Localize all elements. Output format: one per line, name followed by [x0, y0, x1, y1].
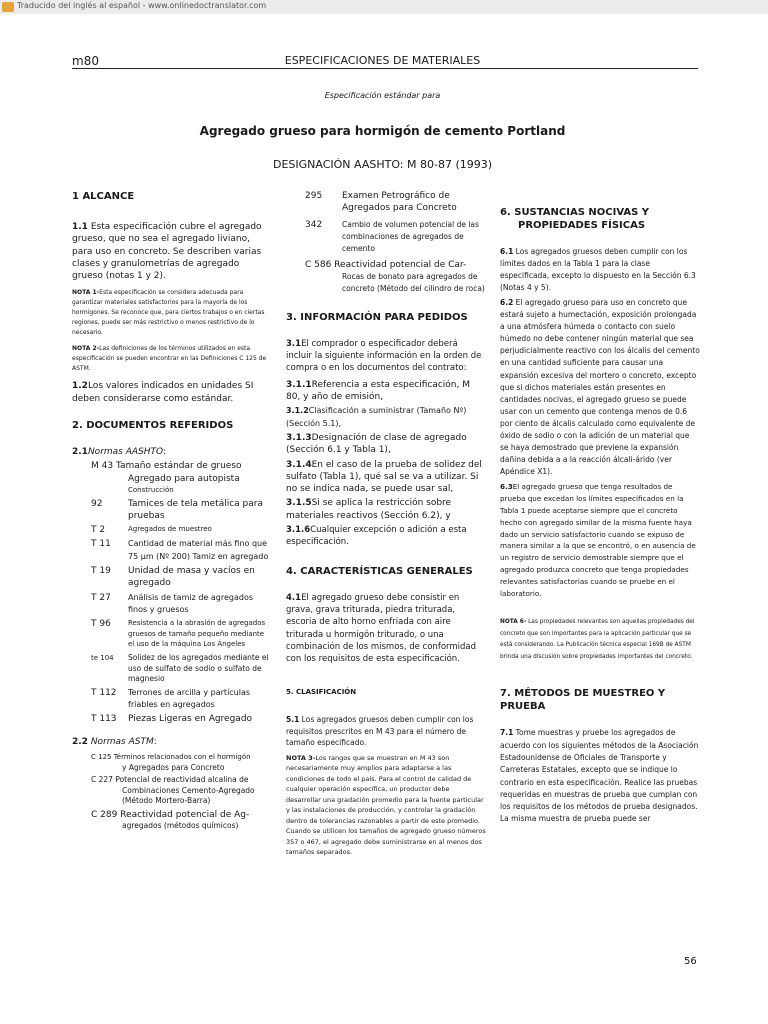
reference-title: Resistencia a la abrasión de agregados gruesos de tamaño pequeño mediante el uso de la máquina Los Ángeles — [128, 619, 266, 649]
note-3 — [286, 753, 486, 858]
paragraph-3-1-2 — [286, 405, 486, 430]
reference-title: Agregados de muestreo — [128, 525, 212, 534]
reference-c586: C 586 Reactividad potencial de Car- — [305, 259, 467, 270]
reference-item — [91, 592, 272, 617]
reference-item — [91, 713, 272, 725]
subsection-colon: : — [163, 447, 167, 458]
paragraph-6-2 — [500, 297, 700, 478]
page-number: 56 — [684, 956, 697, 967]
reference-item — [91, 565, 272, 590]
paragraph-3-1-4 — [286, 459, 486, 496]
reference-title: Examen Petrográfico de Agregados para Concreto — [342, 191, 457, 214]
paragraph-6-3 — [500, 481, 700, 599]
section-number: 1.1 — [72, 222, 88, 232]
reference-item — [91, 538, 272, 563]
reference-title: Terrones de arcilla y partículas friables en agregados — [128, 687, 251, 710]
section-3-heading: 3. INFORMACIÓN PARA PEDIDOS — [286, 311, 468, 323]
section-number: 3.1.6 — [286, 525, 311, 536]
reference-code: 92 — [91, 498, 103, 509]
note-6 — [500, 617, 700, 663]
section-6-heading — [500, 206, 700, 219]
section-number: 6.1 — [500, 247, 514, 256]
column-left — [72, 190, 272, 832]
paragraph-text: El comprador o especificador deberá incluir la siguiente información en la orden de compra o en los documentos del contrato: — [286, 338, 482, 374]
reference-title: Piezas Ligeras en Agregado — [128, 714, 253, 725]
paragraph-text: Clasificación a suministrar (Tamaño Nº) (Sección 5.1), — [286, 406, 467, 428]
section-number: 6.3 — [500, 482, 513, 492]
paragraph-6-1 — [500, 246, 700, 294]
translation-banner-text[interactable]: Traducido del inglés al español - www.onlinedoctranslator.com — [17, 1, 267, 10]
reference-m43 — [91, 460, 272, 472]
reference-c227-cont2: (Método Mortero-Barra) — [122, 796, 211, 806]
reference-title: Tamices de tela metálica para pruebas — [128, 498, 263, 521]
reference-m43-cont2: Construcción — [128, 485, 174, 494]
note-text: Las definiciones de los términos utilizados en esta especificación se pueden encontrar en las Definiciones C 125 de ASTM. — [72, 345, 267, 373]
paragraph-text: Los agregados gruesos deben cumplir con los requisitos prescritos en M 43 para el número de tamaño especificado. — [286, 715, 474, 748]
reference-c125: C 125 Términos relacionados con el hormigón — [91, 752, 251, 761]
paragraph-text: En el caso de la prueba de solidez del sulfato (Tabla 1), qué sal se va a utilizar. Si no se indica nada, se puede usar sal, — [286, 459, 482, 495]
column-right — [500, 190, 700, 826]
subsection-label: Normas ASTM — [90, 736, 154, 747]
section-2-heading: 2. DOCUMENTOS REFERIDOS — [72, 420, 234, 432]
note-text: Esta especificación se considera adecuada para garantizar materiales satisfactorios para la mayoría de los hormigones. Se reconoce que, para ciertos trabajos o en ciertas regiones, puede ser más restrictivo o menos restrictivo de lo necesario. — [72, 289, 265, 337]
subsection-2-1 — [72, 446, 272, 458]
section-number: 3.1.1 — [286, 379, 312, 390]
paragraph-7-1 — [500, 727, 700, 825]
note-1 — [72, 288, 272, 338]
reference-code: T 27 — [91, 592, 111, 603]
paragraph-text: Cualquier excepción o adición a esta especificación. — [286, 525, 467, 548]
translator-logo-icon — [2, 2, 14, 12]
header-divider — [72, 68, 698, 69]
section-7-heading-cont: PRUEBA — [500, 701, 546, 713]
section-number: 3.1.2 — [286, 406, 309, 416]
reference-code: 295 — [305, 191, 323, 201]
section-6-heading-cont: PROPIEDADES FÍSICAS — [518, 220, 646, 231]
reference-c586-cont: Rocas de bonato para agregados de concreto (Método del cilindro de roca) — [342, 271, 485, 293]
paragraph-text: Los valores indicados en unidades SI deben considerarse como estándar. — [72, 381, 254, 404]
reference-item — [305, 219, 486, 255]
subsection-colon: : — [153, 736, 157, 747]
astm-reference-list-cont — [286, 190, 486, 295]
section-number: 4.1 — [286, 592, 302, 603]
reference-title: Cambio de volumen potencial de las combinaciones de agregados de cemento — [342, 219, 479, 253]
note-text: Las propiedades relevantes son aquellas propiedades del concreto que son importantes para la aplicación particular que se está considerando. La Publicación técnica especial 169B de ASTM brinda una discusión sobre propiedades importantes del concreto. — [500, 619, 695, 660]
paragraph-text: Si se aplica la restricción sobre materiales reactivos (Sección 6.2), y — [286, 498, 452, 521]
reference-item — [91, 653, 272, 685]
astm-reference-list — [72, 752, 272, 832]
section-number: 3.1.3 — [286, 432, 312, 443]
document-designation: DESIGNACIÓN AASHTO: M 80-87 (1993) — [272, 158, 493, 171]
subsection-label: Normas AASHTO — [87, 447, 164, 458]
reference-c289-cont: agregados (métodos químicos) — [122, 821, 239, 831]
section-number: 3.1.4 — [286, 459, 312, 470]
column-middle — [286, 190, 486, 858]
paragraph-text: El agregado grueso debe consistir en grava, grava triturada, piedra triturada, escoria de alto horno enfriada con aire triturada u hormigón triturado, o una combinación de los mismos, de conformidad con los requisitos de esta especificación. — [286, 592, 477, 665]
paragraph-3-1-6 — [286, 524, 486, 549]
subsection-2-2 — [72, 736, 272, 748]
reference-code: T 96 — [91, 619, 111, 630]
paragraph-text: Tome muestras y pruebe los agregados de acuerdo con los siguientes métodos de la Asociación Estadounidense de Oficiales de Transporte y Carreteras Estatales, excepto que se indique lo contrario en esta especificación. Realice las pruebas requeridas en muestras de prueba que cumplan con los requisitos de los métodos de prueba designados. La misma muestra de prueba puede ser — [500, 728, 699, 824]
translation-banner — [0, 0, 768, 14]
section-number: 7.1 — [500, 728, 514, 738]
section-number: 2.1 — [72, 447, 88, 458]
note-label: NOTA 1- — [72, 289, 100, 297]
reference-item — [91, 498, 272, 523]
document-title: Agregado grueso para hormigón de cemento Portland — [199, 124, 566, 138]
paragraph-text: Los agregados gruesos deben cumplir con los límites dados en la Tabla 1 para la clase especificada, excepto lo dispuesto en la Sección 6.3 (Notas 4 y 5). — [500, 247, 696, 292]
reference-c227: C 227 Potencial de reactividad alcalina de — [91, 775, 249, 785]
note-2 — [72, 344, 272, 374]
paragraph-text: El agregado grueso para uso en concreto que estará sujeto a humectación, exposición prolongada a una atmósfera húmeda o contacto con suelo húmedo no debe contener ningún material que sea perjudicialmente reactivo con los álcalis del cemento en una cantidad suficiente para causar una expansión excesiva del mortero o concreto, excepto que si dichos materiales están presentes en cantidades nocivas, el agregado grueso se puede usar con un cemento que contenga menos de 0.6 por ciento de álcalis calculado como equivalente de óxido de sodio o con la adición de un material que se haya demostrado que previene la expansión dañina debida a a la reacción álcali-árido (ver Apéndice X1). — [500, 298, 700, 477]
page-header-code: m80 — [72, 54, 99, 68]
reference-c227-cont: Combinaciones Cemento-Agregado — [122, 785, 255, 795]
note-label: NOTA 6- — [500, 619, 527, 626]
reference-title: Cantidad de material más fino que 75 µm (Nº 200) Tamiz en agregado — [128, 539, 269, 561]
note-text: Los rangos que se muestran en M 43 son necesariamente muy amplios para adaptarse a las condiciones de todo el país. Para el control de calidad de cualquier operación específica, un productor debe desarrollar una gradación promedio para la fuente particular y las instalaciones de producción, y controlar la gradación dentro de tolerancias razonables a partir de este promedio. Cuando se utilicen los tamaños de agregado grueso números 357 o 467, el agregado debe suministrarse en al menos dos tamaños separados. — [286, 753, 486, 857]
reference-code: T 11 — [91, 539, 111, 550]
section-number: 5.1 — [286, 715, 300, 725]
paragraph-1-1 — [72, 221, 272, 282]
section-4-heading: 4. CARACTERÍSTICAS GENERALES — [286, 565, 473, 577]
section-number: 3.1 — [286, 338, 302, 349]
heading-line: 6. SUSTANCIAS NOCIVAS Y — [500, 207, 650, 218]
reference-code: T 112 — [91, 687, 117, 698]
reference-title: Unidad de masa y vacíos en agregado — [128, 566, 255, 589]
paragraph-text: Designación de clase de agregado (Sección 6.1 y Tabla 1), — [286, 432, 467, 456]
reference-item — [91, 687, 272, 712]
paragraph-3-1-5 — [286, 497, 486, 522]
section-number: 3.1.5 — [286, 498, 312, 509]
reference-code: te 104 — [91, 654, 114, 663]
document-subtitle: Especificación estándar para — [324, 91, 441, 100]
note-label: NOTA 3- — [286, 753, 316, 762]
reference-title: Solidez de los agregados mediante el uso de sulfato de sodio o sulfato de magnesio — [128, 653, 269, 684]
reference-code: T 19 — [91, 566, 111, 577]
paragraph-3-1 — [286, 338, 486, 375]
paragraph-5-1 — [286, 714, 486, 749]
paragraph-4-1 — [286, 592, 486, 666]
reference-item — [91, 524, 272, 536]
section-7-heading: 7. MÉTODOS DE MUESTREO Y — [500, 688, 666, 700]
note-label: NOTA 2- — [72, 345, 100, 353]
reference-line: M 43 Tamaño estándar de grueso — [91, 461, 242, 472]
reference-title: Análisis de tamiz de agregados finos y gruesos — [128, 592, 254, 614]
paragraph-text: Esta especificación cubre el agregado grueso, que no sea el agregado liviano, para uso en concreto. Se describen varias clases y granulometrías de agregado grueso (notas 1 y 2). — [72, 222, 262, 282]
reference-code: T 2 — [91, 525, 106, 536]
reference-item — [91, 618, 272, 650]
section-5-heading: 5. CLASIFICACIÓN — [286, 688, 357, 697]
section-number: 6.2 — [500, 298, 514, 307]
paragraph-text: El agregado grueso que tenga resultados de prueba que excedan los límites especificados en la Tabla 1 puede aceptarse siempre que el concreto hecho con agregado similar de la misma fuente haya dado un servicio satisfactorio cuando se expuso de manera similar a la que se encontró, o en ausencia de un registro de servicio demostrable siempre que el agregado produzca concreto que tenga propiedades relevantes satisfactorias cuando se pruebe en el laboratorio. — [500, 482, 696, 598]
reference-m43-cont: Agregado para autopista — [128, 473, 240, 484]
paragraph-1-2 — [72, 380, 272, 405]
reference-c125-cont: y Agregados para Concreto — [122, 762, 225, 772]
section-number: 1.2 — [72, 381, 88, 392]
section-1-heading: 1 ALCANCE — [72, 191, 135, 202]
paragraph-3-1-3 — [286, 432, 486, 457]
aashto-reference-list — [72, 460, 272, 725]
paragraph-text: Referencia a esta especificación, M 80, y año de emisión, — [286, 379, 470, 403]
page-header-title: ESPECIFICACIONES DE MATERIALES — [284, 54, 481, 67]
section-number: 2.2 — [72, 736, 88, 747]
reference-c289: C 289 Reactividad potencial de Ag- — [91, 809, 250, 820]
reference-code: T 113 — [91, 714, 117, 725]
reference-code: 342 — [305, 219, 323, 230]
paragraph-3-1-1 — [286, 379, 486, 404]
reference-item — [305, 190, 486, 215]
